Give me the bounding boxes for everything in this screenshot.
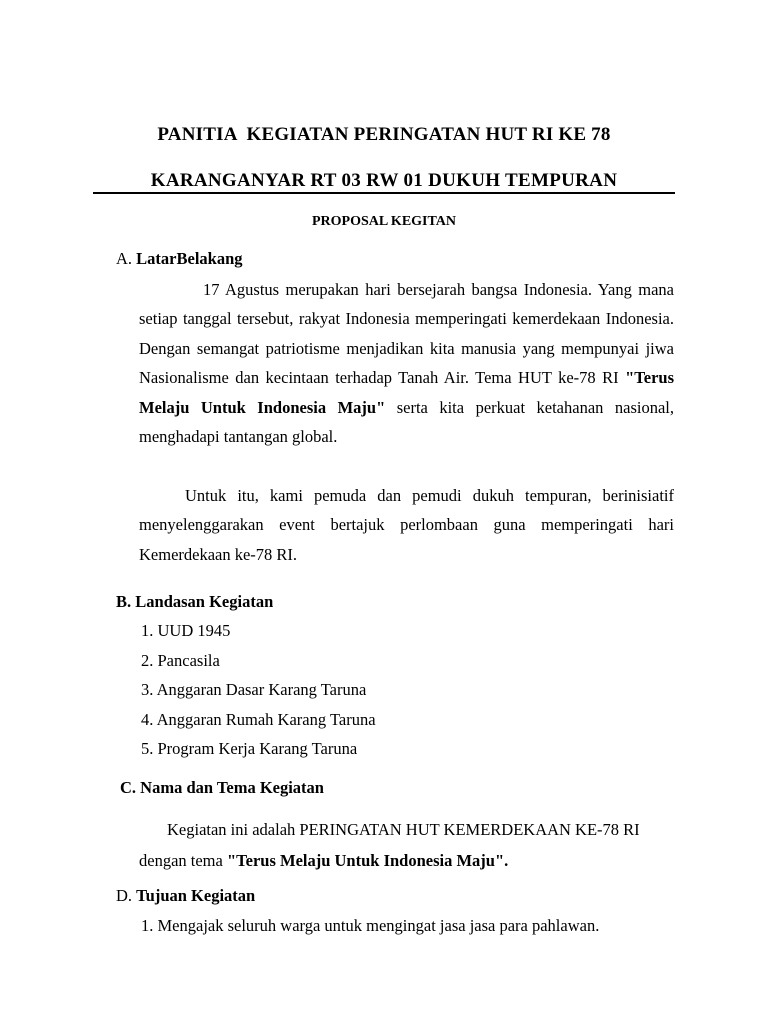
list-item: 3. Anggaran Dasar Karang Taruna (141, 680, 367, 699)
section-a-letter: A. (116, 249, 133, 268)
section-a-title: LatarBelakang (136, 249, 243, 268)
section-a-theme-bold: "Terus Melaju Untuk Indonesia Maju" (139, 368, 674, 417)
section-a-paragraph-1-tail: serta kita perkuat ketahanan nasional, menghadapi tantangan global. (139, 397, 675, 447)
section-c-paragraph-text: Kegiatan ini adalah PERINGATAN HUT KEMERDEKAAN KE-78 RI dengan tema (139, 820, 640, 870)
list-item: 2. Pancasila (141, 651, 220, 670)
document-title-line2: KARANGANYAR RT 03 RW 01 DUKUH TEMPURAN (150, 170, 618, 191)
section-d-heading (116, 886, 255, 906)
list-item: 1. Mengajak seluruh warga untuk mengingat jasa jasa para pahlawan. (141, 916, 600, 935)
list-item: 1. UUD 1945 (141, 621, 231, 640)
section-c-heading (120, 778, 324, 798)
section-d-title: Tujuan Kegiatan (136, 886, 256, 905)
section-a-heading (116, 249, 243, 269)
section-d-letter: D. (116, 886, 133, 905)
section-a-paragraph-1 (139, 275, 674, 451)
document-title-line1: PANITIA KEGIATAN PERINGATAN HUT RI KE 78 (157, 124, 611, 145)
document-subtitle: PROPOSAL KEGITAN (311, 214, 457, 229)
section-b-title: Landasan Kegiatan (135, 592, 274, 611)
section-b-letter: B. (116, 592, 132, 611)
section-b-heading (116, 592, 273, 612)
section-c-theme-bold: "Terus Melaju Untuk Indonesia Maju". (226, 851, 509, 870)
section-a-paragraph-2: Untuk itu, kami pemuda dan pemudi dukuh tempuran, berinisiatif menyelenggarakan event bertajuk perlombaan guna memperingati hari Kemerdekaan ke-78 RI. (139, 486, 674, 564)
list-item: 5. Program Kerja Karang Taruna (141, 739, 358, 758)
section-c-paragraph (139, 814, 679, 876)
header-divider (93, 192, 675, 194)
section-c-title: C. Nama dan Tema Kegiatan (120, 778, 324, 797)
list-item: 4. Anggaran Rumah Karang Taruna (141, 710, 376, 729)
section-a-paragraph-1-text: 17 Agustus merupakan hari bersejarah bangsa Indonesia. Yang mana setiap tanggal tersebut, rakyat Indonesia memperingati kemerdekaan Indonesia. Dengan semangat patriotisme menjadikan kita manusia yang mempunyai jiwa Nasionalisme dan kecintaan terhadap Tanah Air. Tema HUT ke-78 RI (139, 280, 674, 388)
